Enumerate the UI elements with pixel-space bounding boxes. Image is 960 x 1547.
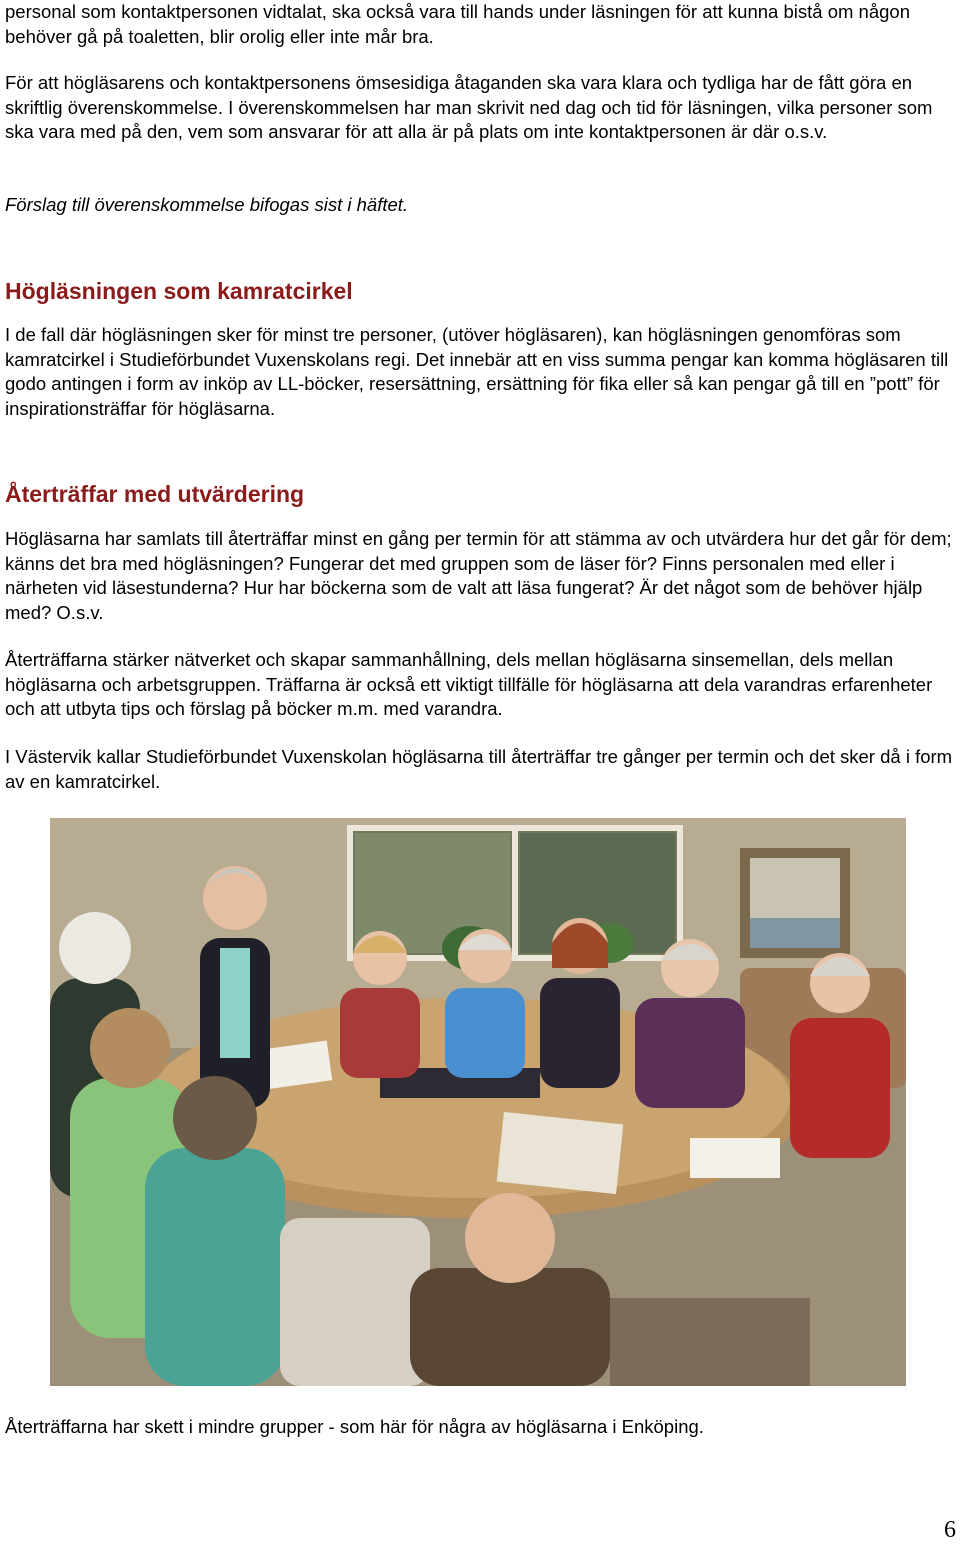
paragraph-agreement: För att högläsarens och kontaktpersonens ömsesidiga åtaganden ska vara klara och tydliga har de fått göra en skriftlig överenskommelse. I överenskommelsen har man skrivit ned dag och tid för läsningen, vilka personer som ska vara med på den, vem som ansvarar för att alla är på plats om inte kontaktpersonen är där o.s.v. [5, 72, 933, 142]
page-number: 6 [944, 1517, 956, 1543]
figure-caption: Återträffarna har skett i mindre grupper - som här för några av högläsarna i Enköping. [5, 1416, 704, 1437]
heading-kamratcirkel: Högläsningen som kamratcirkel [5, 278, 353, 304]
paragraph-kamratcirkel: I de fall där högläsningen sker för minst tre personer, (utöver högläsaren), kan högläsningen genomföras som kamratcirkel i Studieförbundet Vuxenskolans regi. Det innebär att en viss summa pengar kan komma högläsaren till godo antingen i form av inköp av LL-böcker, resersättning, ersättning för fika eller så kan pengar gå till en ”pott” för inspirationsträffar för högläsarna. [5, 324, 949, 419]
paragraph-atertraffar-1: Högläsarna har samlats till återträffar minst en gång per termin för att stämma av och utvärdera hur det går för dem; känns det bra med högläsningen? Fungerar det med gruppen som de läser för? Finns personalen med eller i närheten vid läsestunderna? Hur har böckerna som de valt att läsa fungerat? Är det något som de behöver hjälp med? O.s.v. [5, 528, 952, 623]
paragraph-atertraffar-3: I Västervik kallar Studieförbundet Vuxenskolan högläsarna till återträffar tre gånger per termin och det sker då i form av en kamratcirkel. [5, 746, 953, 792]
paragraph-atertraffar-2: Återträffarna stärker nätverket och skapar sammanhållning, dels mellan högläsarna sinsemellan, dels mellan högläsarna och arbetsgruppen. Träffarna är också ett viktigt tillfälle för högläsarna att dela varandras erfarenheter och att utbyta tips och förslag på böcker m.m. med varandra. [5, 649, 933, 719]
group-meeting-photo [50, 818, 906, 1386]
photo-illustration [50, 818, 906, 1386]
heading-atertraffar: Återträffar med utvärdering [5, 481, 305, 507]
paragraph-note: Förslag till överenskommelse bifogas sist i häftet. [5, 194, 409, 215]
paragraph-intro: personal som kontaktpersonen vidtalat, ska också vara till hands under läsningen för att kunna bistå om någon behöver gå på toaletten, blir orolig eller inte mår bra. [5, 1, 910, 47]
